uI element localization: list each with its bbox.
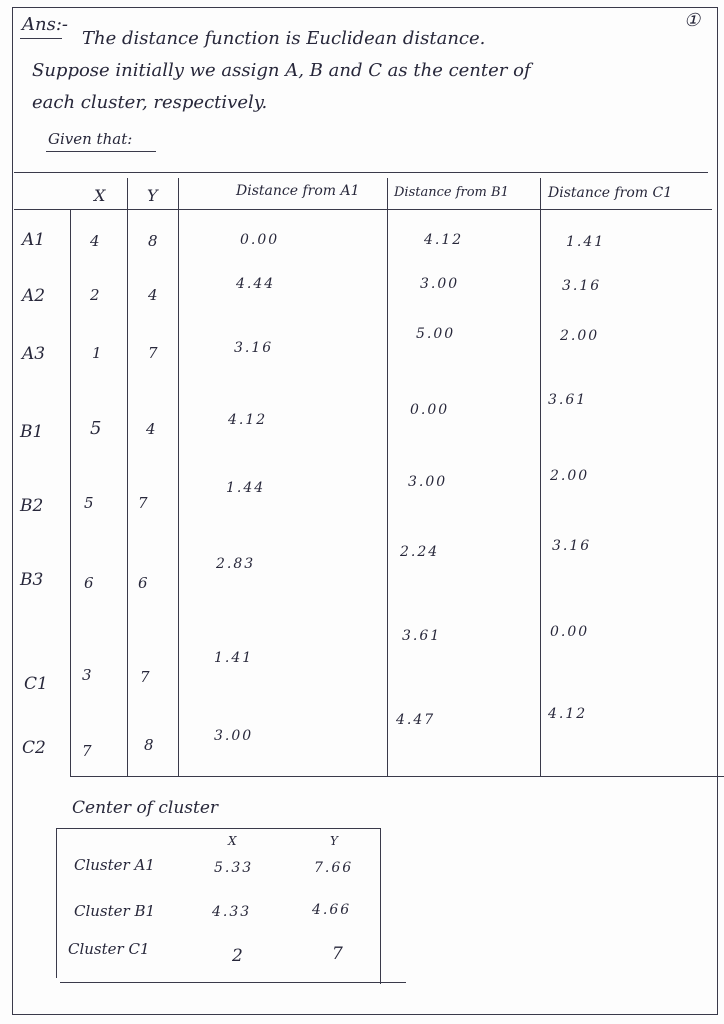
intro-line-2: Suppose initially we assign A, B and C as the center of	[32, 60, 531, 81]
centers-header-y: Y	[330, 834, 338, 848]
cell-dist-c: 3.61	[548, 392, 588, 408]
col-divider-5	[540, 178, 541, 776]
centers-title: Center of cluster	[72, 798, 219, 818]
row-label: A3	[22, 344, 46, 364]
cell-dist-c: 2.00	[550, 468, 590, 484]
header-distance-b: Distance from B1	[394, 185, 509, 200]
header-x: X	[94, 186, 106, 205]
cell-dist-a: 2.83	[216, 556, 256, 572]
page-number: ①	[684, 10, 701, 31]
cell-x: 6	[84, 574, 94, 592]
cell-dist-a: 1.41	[214, 650, 254, 666]
page-border-right	[717, 7, 718, 1015]
cell-dist-b: 3.00	[420, 276, 460, 292]
col-divider-2	[127, 178, 128, 776]
heading-underline	[20, 38, 62, 39]
cell-dist-a: 3.16	[234, 340, 274, 356]
centers-row-x: 5.33	[214, 860, 254, 876]
header-y: Y	[147, 186, 158, 205]
centers-row-label: Cluster B1	[74, 902, 156, 920]
col-divider-1	[70, 210, 71, 776]
centers-row-y: 4.66	[312, 902, 352, 918]
centers-row-y: 7	[332, 944, 343, 964]
cell-dist-b: 0.00	[410, 402, 450, 418]
cell-dist-c: 0.00	[550, 624, 590, 640]
table-top-rule	[14, 172, 708, 173]
cell-dist-b: 3.61	[402, 628, 442, 644]
cell-y: 6	[138, 574, 148, 592]
cell-dist-a: 4.44	[236, 276, 276, 292]
centers-row-y: 7.66	[314, 860, 354, 876]
table-header-rule	[14, 209, 712, 210]
intro-line-3: each cluster, respectively.	[32, 92, 268, 113]
row-label: A1	[22, 230, 46, 250]
centers-box-bottom	[60, 982, 406, 983]
cell-x: 1	[92, 344, 102, 362]
centers-box-top	[56, 828, 380, 829]
cell-dist-c: 3.16	[552, 538, 592, 554]
cell-dist-b: 2.24	[400, 544, 440, 560]
centers-row-x: 4.33	[212, 904, 252, 920]
cell-y: 7	[148, 344, 158, 362]
centers-header-x: X	[228, 834, 237, 848]
cell-x: 4	[90, 232, 100, 250]
cell-x: 7	[82, 742, 92, 760]
cell-y: 8	[144, 736, 154, 754]
given-label: Given that:	[48, 130, 133, 148]
given-underline	[46, 151, 156, 152]
cell-dist-b: 4.12	[424, 232, 464, 248]
cell-y: 4	[148, 286, 158, 304]
cell-dist-a: 1.44	[226, 480, 266, 496]
header-distance-c: Distance from C1	[548, 185, 673, 201]
cell-y: 7	[138, 494, 148, 512]
col-divider-3	[178, 178, 179, 776]
centers-row-x: 2	[232, 946, 243, 966]
cell-dist-b: 3.00	[408, 474, 448, 490]
cell-x: 2	[90, 286, 100, 304]
page-border-top	[12, 7, 718, 8]
cell-dist-c: 3.16	[562, 278, 602, 294]
header-distance-a: Distance from A1	[236, 183, 360, 199]
row-label: B2	[20, 496, 44, 516]
cell-dist-a: 0.00	[240, 232, 280, 248]
page-border-left	[12, 7, 13, 1015]
centers-box-left	[56, 828, 57, 978]
page-border-bottom	[12, 1014, 718, 1015]
cell-dist-b: 4.47	[396, 712, 436, 728]
cell-dist-b: 5.00	[416, 326, 456, 342]
cell-y: 4	[146, 420, 156, 438]
centers-box-right	[380, 828, 381, 984]
cell-dist-a: 4.12	[228, 412, 268, 428]
cell-y: 8	[148, 232, 158, 250]
table-bottom-rule	[70, 776, 724, 777]
cell-x: 5	[84, 494, 94, 512]
row-label: B3	[20, 570, 44, 590]
row-label: C1	[24, 674, 48, 694]
col-divider-4	[387, 178, 388, 776]
row-label: A2	[22, 286, 46, 306]
cell-x: 5	[90, 418, 102, 439]
centers-row-label: Cluster C1	[68, 940, 150, 958]
centers-row-label: Cluster A1	[74, 856, 155, 874]
answer-heading: Ans:-	[22, 14, 68, 35]
cell-dist-c: 4.12	[548, 706, 588, 722]
cell-dist-a: 3.00	[214, 728, 254, 744]
cell-y: 7	[140, 668, 150, 686]
cell-dist-c: 1.41	[566, 234, 606, 250]
intro-line-1: The distance function is Euclidean distance.	[82, 28, 486, 49]
row-label: B1	[20, 422, 44, 442]
cell-dist-c: 2.00	[560, 328, 600, 344]
row-label: C2	[22, 738, 46, 758]
cell-x: 3	[82, 666, 92, 684]
